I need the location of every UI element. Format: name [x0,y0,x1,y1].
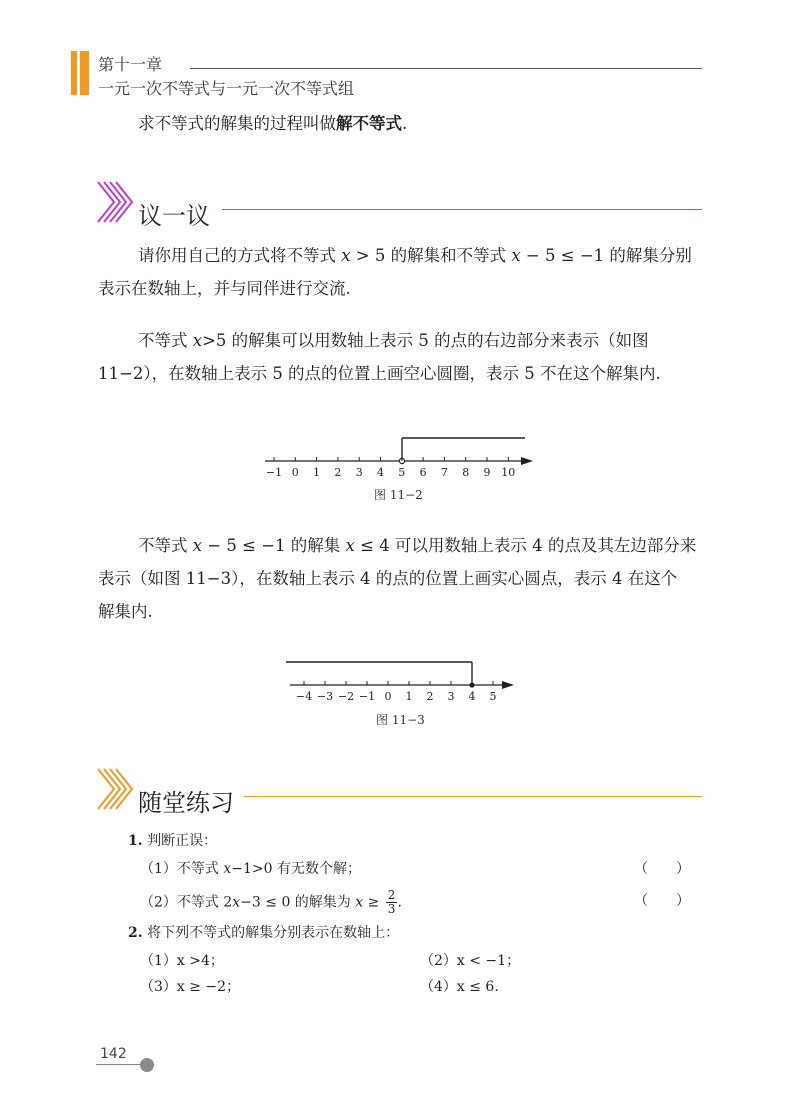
tick-label: 1 [405,690,413,703]
tick-label: −1 [265,466,283,479]
tick-label: 7 [440,466,448,479]
tick-label: −2 [337,690,355,703]
header-accent-bar-2 [80,51,89,95]
explain-paragraph-line2: 11−2），在数轴上表示 5 的点的位置上画空心圆圈，表示 5 不在这个解集内. [98,364,661,383]
tick-label: −4 [295,690,313,703]
section-title-practice: 随堂练习 [138,789,234,817]
tick-label: 0 [384,690,392,703]
section-rule-practice [244,796,702,797]
chevrons-icon [96,767,136,811]
exercise-1-1: （1）不等式 x−1>0 有无数个解； [140,861,361,877]
section-title-discuss: 议一议 [138,202,210,230]
fraction: $\frac{2}{3}$ [387,888,396,916]
answer-blank-1[interactable]: （ ） [634,861,690,877]
tick-label: 2 [334,466,342,479]
exercise-1-heading: 1. 判断正误： [128,833,218,849]
tick-label: −1 [358,690,376,703]
exercise-2-4: （4）x ≤ 6. [420,979,499,995]
answer-blank-2[interactable]: （ ） [634,893,690,909]
tick-label: −3 [316,690,334,703]
tick-label: 5 [489,690,497,703]
solution-paragraph-line1: 不等式 x − 5 ≤ −1 的解集 x ≤ 4 可以用数轴上表示 4 的点及其左边部分来 [138,536,697,555]
discuss-paragraph-line2: 表示在数轴上，并与同伴进行交流. [98,279,351,298]
exercise-2-1: （1）x >4； [140,953,224,969]
exercise-2-2: （2）x < −1； [420,953,521,969]
page-dot-icon [140,1058,154,1072]
exercise-2-3: （3）x ≥ −2； [140,979,241,995]
axis-arrow [502,681,514,689]
number-line-figure-2 [280,655,525,711]
tick-label: 3 [447,690,455,703]
intro-term: 解不等式 [336,114,402,133]
intro-paragraph [138,112,407,136]
exercise-2-heading: 2. 将下列不等式的解集分别表示在数轴上： [128,925,400,941]
number-line-figure-1 [255,430,545,486]
intro-text: 求不等式的解集的过程叫做 [138,114,336,133]
solution-paragraph-line2: 表示（如图 11−3），在数轴上表示 4 的点的位置上画实心圆点，表示 4 在这个 [98,569,678,588]
figure-caption-11-3: 图 11−3 [376,713,425,727]
intro-period: . [402,114,408,133]
tick-label: 3 [355,466,363,479]
tick-label: 2 [426,690,434,703]
header-accent-bar [71,51,77,95]
tick-label: 1 [313,466,321,479]
chapter-title: 一元一次不等式与一元一次不等式组 [98,79,355,98]
page-number: 142 [100,1046,127,1062]
explain-paragraph-line1: 不等式 x>5 的解集可以用数轴上表示 5 的点的右边部分来表示（如图 [138,331,649,350]
chevrons-icon [96,180,136,224]
chapter-label: 第十一章 [98,55,163,74]
tick-label: 4 [377,466,384,479]
figure-caption-11-2: 图 11−2 [374,488,423,502]
axis-arrow [521,457,533,465]
tick-label: 9 [483,466,491,479]
section-rule-discuss [222,209,702,210]
tick-label: 10 [501,466,516,479]
tick-label: 4 [468,690,476,703]
solution-paragraph-line3: 解集内. [98,602,153,621]
header-rule [190,68,702,69]
discuss-paragraph-line1: 请你用自己的方式将不等式 x > 5 的解集和不等式 x − 5 ≤ −1 的解集分别 [138,246,692,265]
tick-label: 6 [419,466,427,479]
tick-label: 8 [462,466,470,479]
tick-label: 0 [291,466,299,479]
tick-label: 5 [398,466,406,479]
exercise-1-2: （2）不等式 2x−3 ≤ 0 的解集为 x ≥ $\frac{2}{3}$ . [140,888,402,916]
